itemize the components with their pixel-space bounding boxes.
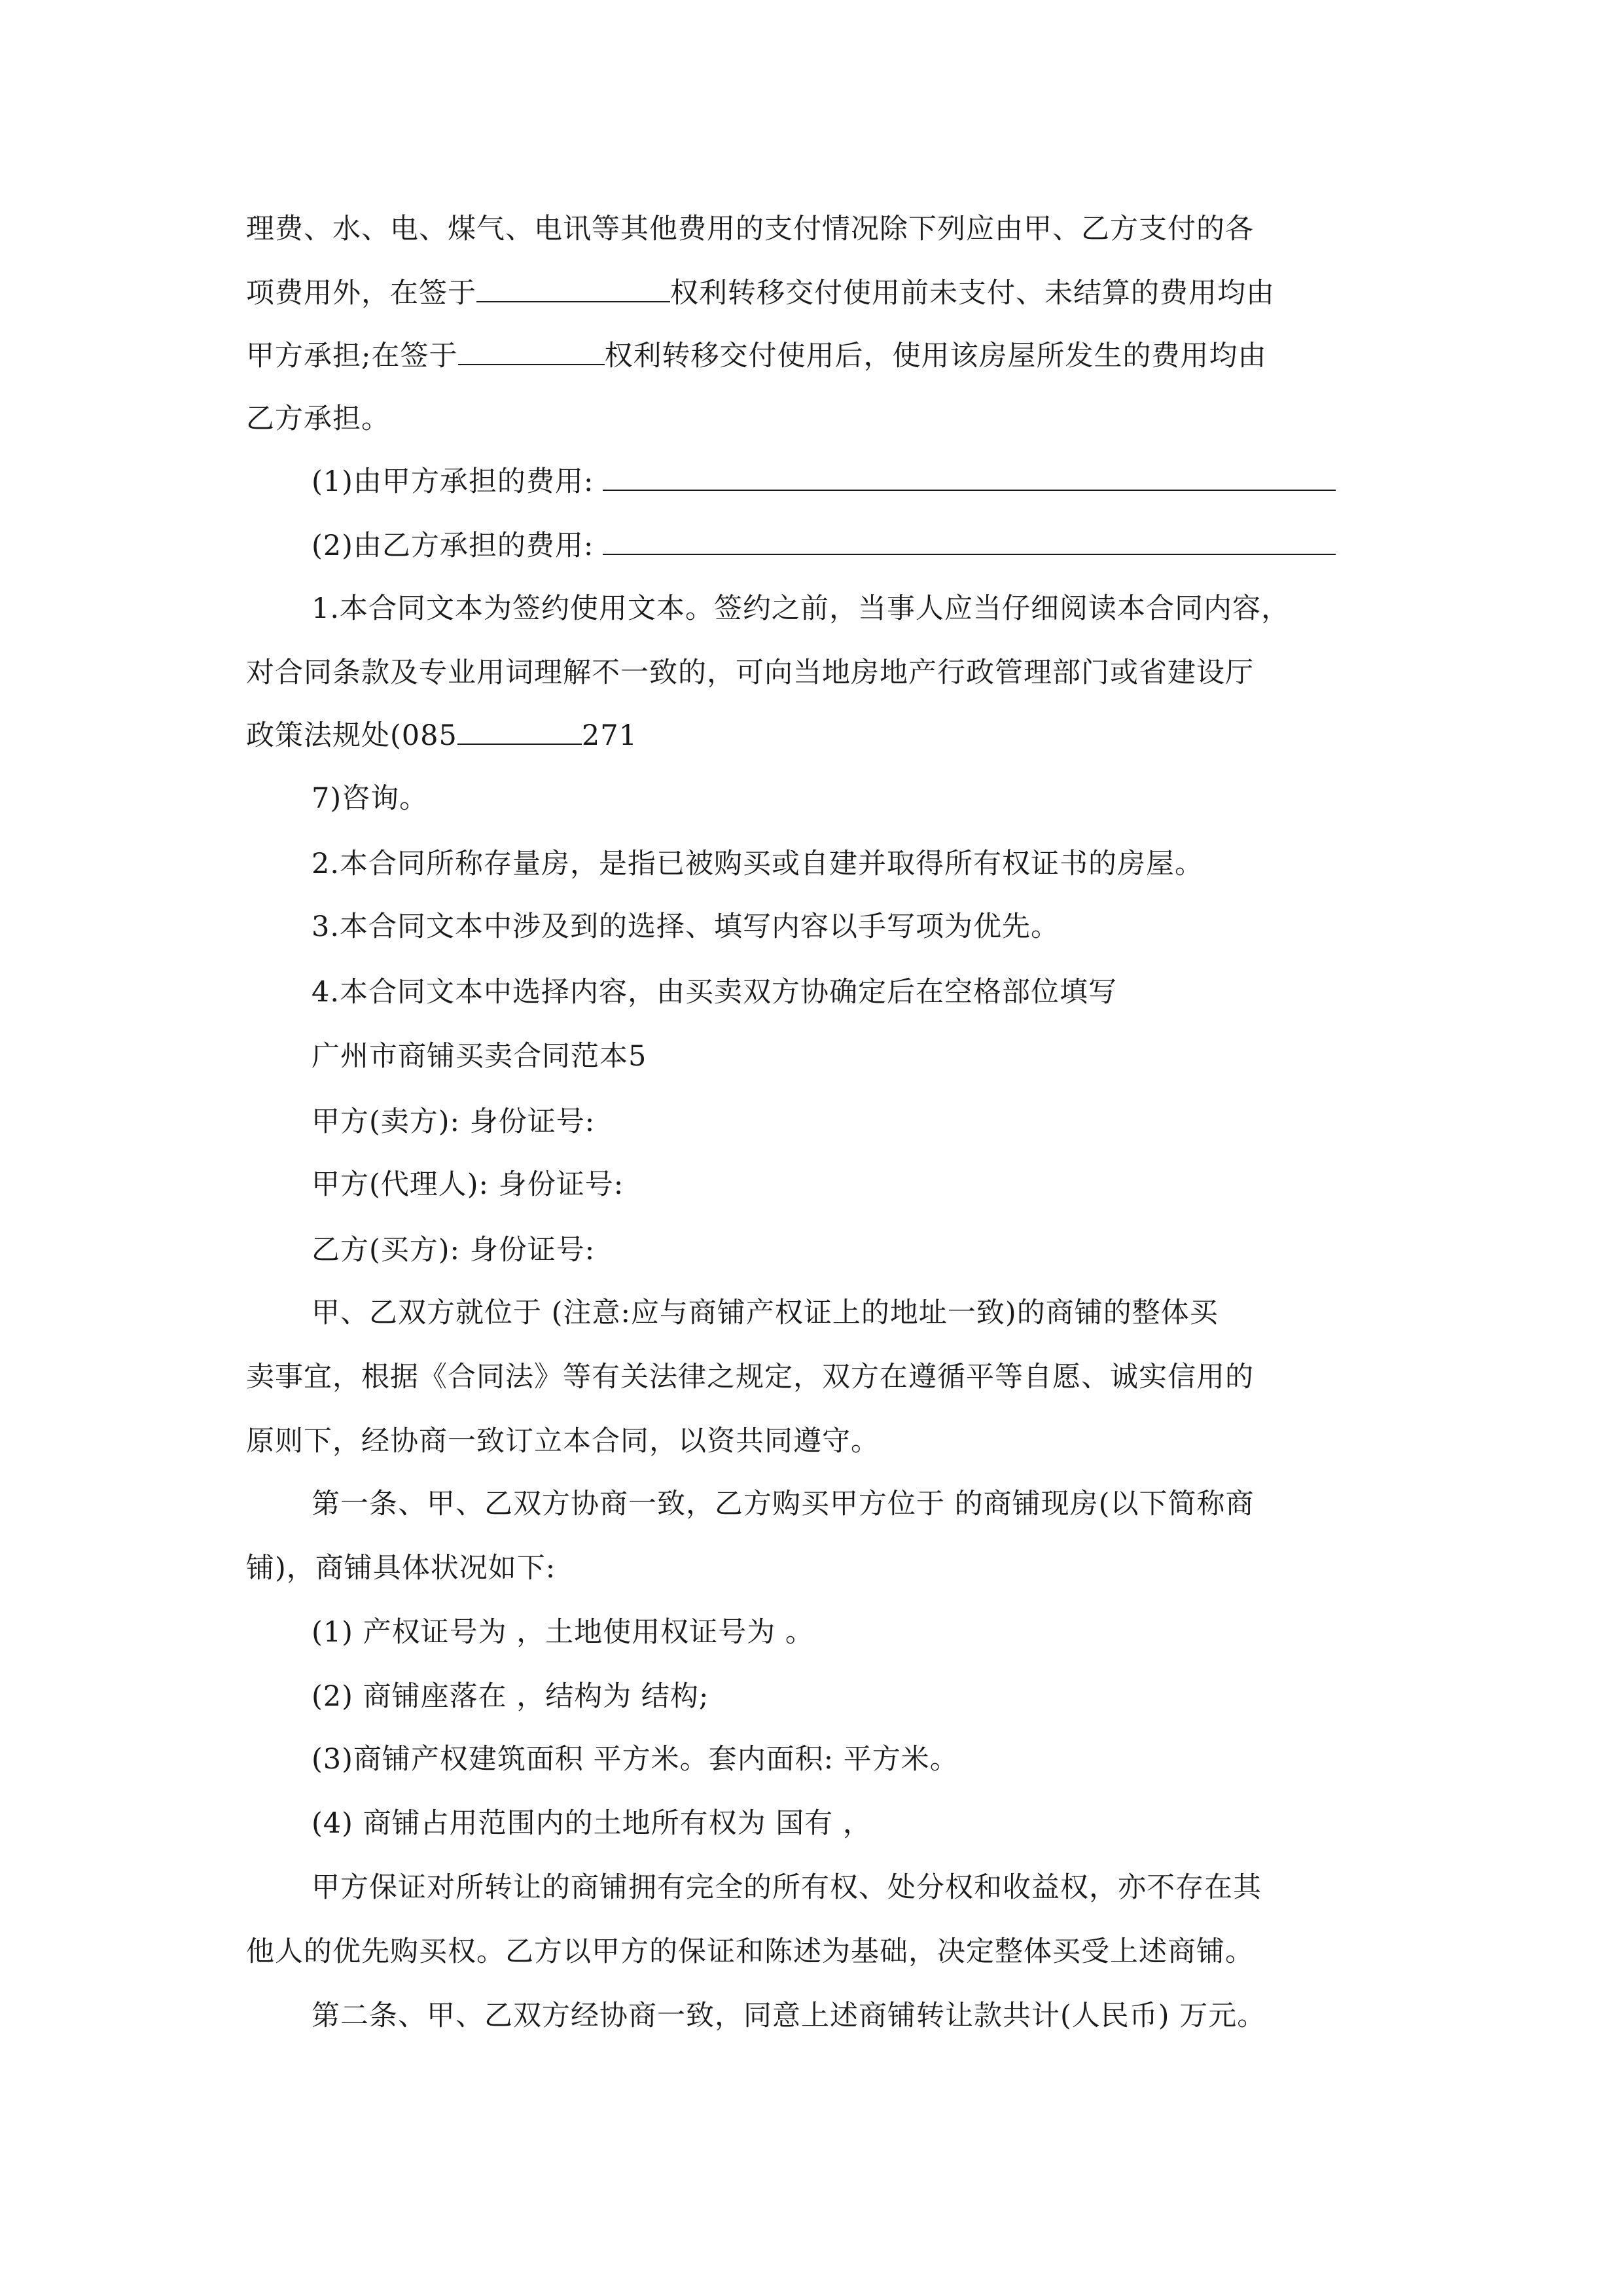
note-1-line-1: 1.本合同文本为签约使用文本。签约之前，当事人应当仔细阅读本合同内容， (312, 592, 1291, 625)
fee-item-party-b-label: (2)由乙方承担的费用: (312, 529, 594, 562)
preamble-line-2: 卖事宜，根据《合同法》等有关法律之规定，双方在遵循平等自愿、诚实信用的 (246, 1361, 1254, 1393)
note-4: 4.本合同文本中选择内容，由买卖双方协确定后在空格部位填写 (312, 976, 1118, 1009)
fees-para-line-3-end: 权利转移交付使用后，使用该房屋所发生的费用均由 (604, 340, 1267, 372)
blank-line (457, 717, 582, 745)
fee-item-party-a-label: (1)由甲方承担的费用: (312, 465, 594, 498)
guarantee-line-2: 他人的优先购买权。乙方以甲方的保证和陈述为基础，决定整体买受上述商铺。 (246, 1935, 1254, 1968)
fees-para-line-2-start: 项费用外，在签于 (246, 277, 476, 310)
party-b: 乙方(买方): 身份证号: (312, 1234, 596, 1266)
article-1-item-4: (4) 商铺占用范围内的土地所有权为 国有 ， (312, 1807, 872, 1840)
fees-para-line-2 (246, 274, 1275, 313)
note-1-line-4: 7)咨询。 (312, 782, 429, 815)
blank-line (458, 338, 605, 365)
blank-line (603, 528, 1336, 555)
fees-para-line-3 (246, 336, 1267, 376)
note-1-line-2: 对合同条款及专业用词理解不一致的，可向当地房地产行政管理部门或省建设厅 (246, 656, 1254, 689)
article-1-line-1: 第一条、甲、乙双方协商一致，乙方购买甲方位于 的商铺现房(以下简称商 (312, 1488, 1255, 1520)
article-2: 第二条、甲、乙双方经协商一致，同意上述商铺转让款共计(人民币) 万元。 (312, 2000, 1266, 2032)
fee-item-party-a (312, 462, 1336, 501)
fees-para-line-3-start: 甲方承担;在签于 (246, 340, 458, 372)
party-a: 甲方(卖方): 身份证号: (312, 1105, 596, 1138)
note-1-phone-suffix: 271 (581, 719, 637, 752)
fees-para-line-1: 理费、水、电、煤气、电讯等其他费用的支付情况除下列应由甲、乙方支付的各 (246, 213, 1254, 245)
preamble-line-1: 甲、乙双方就位于 (注意:应与商铺产权证上的地址一致)的商铺的整体买 (312, 1297, 1219, 1329)
blank-line (476, 275, 670, 302)
note-2: 2.本合同所称存量房，是指已被购买或自建并取得所有权证书的房屋。 (312, 848, 1204, 880)
preamble-line-3: 原则下，经协商一致订立本合同，以资共同遵守。 (246, 1425, 880, 1458)
article-1-line-2: 铺)，商铺具体状况如下: (246, 1552, 556, 1585)
article-1-item-1: (1) 产权证号为 ，土地使用权证号为 。 (312, 1616, 814, 1649)
guarantee-line-1: 甲方保证对所转让的商铺拥有完全的所有权、处分权和收益权，亦不存在其 (312, 1871, 1262, 1904)
fees-para-line-4: 乙方承担。 (246, 403, 390, 435)
fees-para-line-2-end: 权利转移交付使用前未支付、未结算的费用均由 (670, 277, 1275, 310)
note-3: 3.本合同文本中涉及到的选择、填写内容以手写项为优先。 (312, 910, 1060, 943)
blank-line (603, 463, 1336, 491)
note-1-line-3 (246, 716, 637, 755)
note-1-phone-prefix: 政策法规处(085 (246, 719, 457, 752)
contract-title: 广州市商铺买卖合同范本5 (312, 1040, 647, 1073)
article-1-item-3: (3)商铺产权建筑面积 平方米。套内面积: 平方米。 (312, 1743, 959, 1776)
article-1-item-2: (2) 商铺座落在 ，结构为 结构; (312, 1680, 709, 1713)
fee-item-party-b (312, 526, 1336, 565)
party-a-agent: 甲方(代理人): 身份证号: (312, 1168, 624, 1201)
